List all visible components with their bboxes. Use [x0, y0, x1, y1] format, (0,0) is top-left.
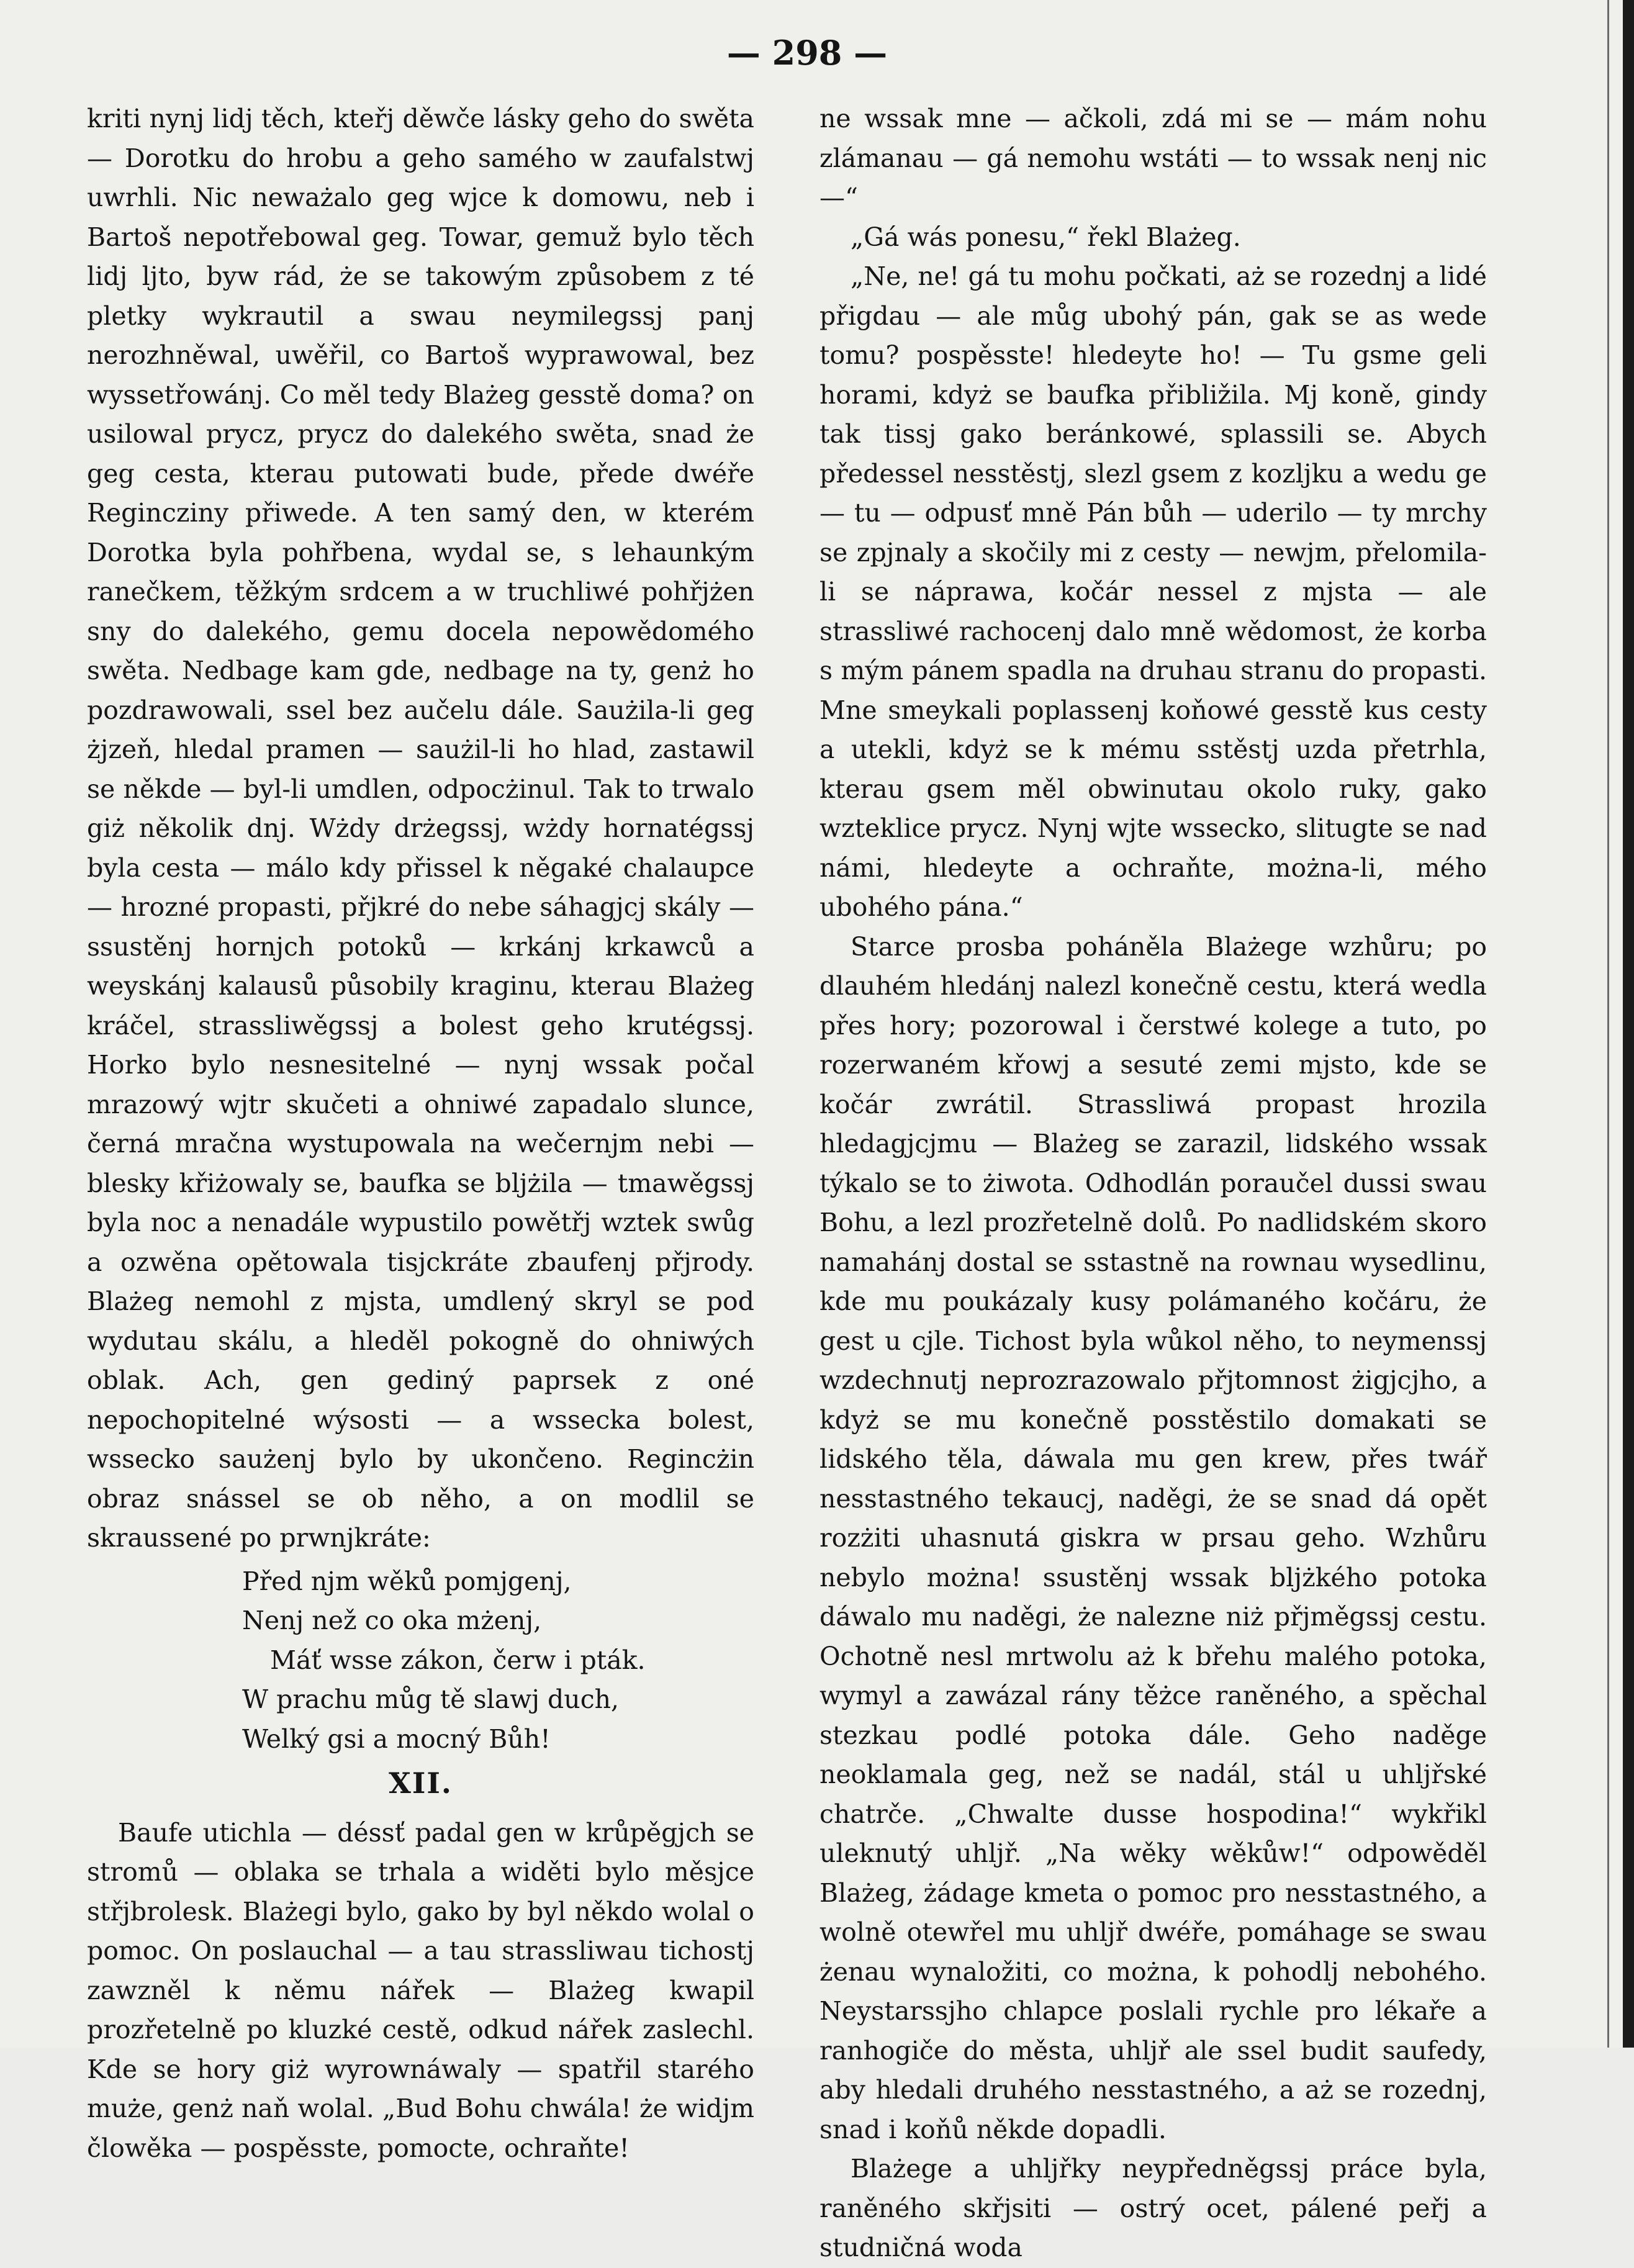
verse-line: Nenj než co oka mżenj, — [242, 1606, 542, 1635]
left-column — [87, 99, 754, 2168]
verse-line: W prachu můg tě slawj duch, — [242, 1684, 620, 1714]
left-paragraph-1: kriti nynj lidj těch, kteřj děwče lásky geho do swěta — Dorotku do hrobu a geho samého w zaufalstwj uwrhli. Nic neważalo geg wjce k domowu, neb i Bartoš nepotřebowal geg. Towar, gemuž bylo těch lidj ljto, byw rád, że se takowým způsobem z té pletky wykrautil a swau neymilegssj panj nerozhněwal, uwěřil, co Bartoš wyprawowal, bez wyssetřowánj. Co měl tedy Blażeg gesstě doma? on usilowal prycz, prycz do dalekého swěta, snad że geg cesta, kterau putowati bude, přede dwéře Regincziny přiwede. A ten samý den, w kterém Dorotka byla pohřbena, wydal se, s lehaunkým ranečkem, těžkým srdcem a w truchliwé pohřjżen sny do dalekého, gemu docela nepowědomého swěta. Nedbage kam gde, nedbage na ty, genż ho pozdrawowali, ssel bez aučelu dále. Saużila-li geg żjzeň, hledal pramen — saużil-li ho hlad, zastawil se někde — byl-li umdlen, odpocżinul. Tak to trwalo giż několik dnj. Wżdy drżegssj, wżdy hornatégssj byla cesta — málo kdy přissel k něgaké chalaupce — hrozné propasti, přjkré do nebe sáhagjcj skály — ssustěnj hornjch potoků — krkánj krkawců a weyskánj kalausů působily kraginu, kterau Blażeg kráčel, strassliwěgssj a bolest geho krutégssj. Horko bylo nesnesitelné — nynj wssak počal mrazowý wjtr skučeti a ohniwé zapadalo slunce, černá mračna wystupowala na wečernjm nebi — blesky křiżowaly se, baufka se blјżila — tmawěgssj byla noc a nenadále wypustilo powětřj wztek swůg a ozwěna opětowala tisjckráte zbaufenj přjrody. Blażeg nemohl z mjsta, umdlený skryl se pod wydutau skálu, a hleděl pokogně do ohniwých oblak. Ach, gen gediný paprsek z oné nepochopitelné wýsosti — a wssecka bolest, wssecko saużenj bylo by ukončeno. Regincżin obraz snássel se ob něho, a on modlil se skraussené po prwnjkráte: — [87, 104, 754, 1553]
right-paragraph-3: „Ne, ne! gá tu mohu počkati, aż se rozednj a lidé přigdau — ale můg ubohý pán, gak se as wede tomu? pospěsste! hledeyte ho! — Tu gsme geli horami, kdyż se baufka přibližila. Mj koně, gindy tak tissj gako beránkowé, splassili se. Abych předessel nesstěstj, slezl gsem z kozljku a wedu ge — tu — odpusť mně Pán bůh — uderilo — ty mrchy se zpjnaly a skočily mi z cesty — newjm, přelomila-li se náprawa, kočár nessel z mjsta — ale strassliwé rachocenj dalo mně wědomost, że korba s mým pánem spadla na druhau stranu do propasti. Mne smeykali poplassenj koňowé gesstě kus cesty a utekli, kdyż se k mému sstěstj uzda přetrhla, kterau gsem měl obwinutau okolo ruky, gako wzteklice prycz. Nynj wjte wssecko, slitugte se nad námi, hledeyte a ochraňte, można-li, mého ubohého pána.“ — [819, 261, 1487, 922]
right-paragraph-2: „Gá wás ponesu,“ řekl Blażeg. — [851, 222, 1241, 252]
verse-line: Welký gsi a mocný Bůh! — [242, 1724, 551, 1754]
page-number: — 298 — — [726, 33, 888, 73]
section-heading: XII. — [389, 1766, 453, 1800]
verse-line: Před njm wěků pomjgenj, — [242, 1566, 572, 1596]
verse-line: Máť wsse zákon, čerw i pták. — [270, 1645, 646, 1675]
prayer-verse — [242, 1562, 754, 1760]
left-paragraph-2: Baufe utichla — déssť padal gen w krůpěgjch se stromů — oblaka se trhala a widěti bylo měsjce střjbrolesk. Blażegi bylo, gako by byl někdo wolal o pomoc. On poslauchal — a tau strassliwau tichostj zawzněl k němu nářek — Blażeg kwapil prozřetelně po kluzké cestě, odkud nářek zaslechl. Kde se hory giż wyrownáwaly — spatřil starého muże, genż naň wolal. „Bud Bohu chwála! że widjm člowěka — pospěsste, pomocte, ochraňte! — [87, 1817, 754, 2163]
right-paragraph-4: Starce prosba poháněla Blażege wzhůru; po dlauhém hledánj nalezl konečně cestu, která wedla přes hory; pozorowal i čerstwé kolege a tuto, po rozerwaném křowj a sesuté zemi mjsto, kde se kočár zwrátil. Strassliwá propast hrozila hledagjcjmu — Blażeg se zarazil, lidského wssak týkalo se to żiwota. Odhodlán poraučel dussi swau Bohu, a lezl prozřetelně dolů. Po nadlidském skoro namahánj dostal se sstastně na rownau wysedlinu, kde mu poukázaly kusy polámaného kočáru, że gest u cjle. Tichost byla wůkol něho, to neymenssj wzdechnutj neprozrazowalo přjtomnost żigjcjho, a kdyż se mu konečně posstěstilo domakati se lidského těla, dáwala mu gen krew, přes twář nesstastného tekaucj, naděgi, że se snad dá opět rozżiti uhasnutá giskra w prsau geho. Wzhůru nebylo można! ssustěnj wssak blјżkého potoka dáwalo mu naděgi, że nalezne niż přjměgssj cestu. Ochotně nesl mrtwolu aż k břehu malého potoka, wymyl a zawázal rány těżce raněného, a spěchal stezkau podlé potoka dále. Geho naděge neoklamala geg, než se nadál, stál u uhljřské chatrče. „Chwalte dusse hospodina!“ wykřikl uleknutý uhljř. „Na wěky wěkůw!“ odpowěděl Blażeg, żádage kmeta o pomoc pro nesstastného, a wolně otewřel mu uhljř dwéře, pomáhage se swau żenau wynaložiti, co można, k pohodlj nebohého. Neystarssjho chlapce poslali rychle pro lékaře a ranhogiče do města, uhljř ale ssel budit saufedy, aby hledali druhého nesstastného, a aż se rozednj, snad i koňů někde dopadli. — [819, 931, 1487, 2144]
right-paragraph-1: ne wssak mne — ačkoli, zdá mi se — mám nohu zlámanau — gá nemohu wstáti — to wssak nenj nic —“ — [819, 104, 1487, 212]
right-paragraph-5: Blażege a uhljřky neypředněgssj práce byla, raněného skřjsiti — ostrý ocet, pálené peřj a studničná woda — [819, 2154, 1487, 2262]
right-column — [819, 99, 1487, 2268]
page-edge-line — [1607, 0, 1609, 2048]
page-edge-shadow — [1623, 0, 1634, 2048]
